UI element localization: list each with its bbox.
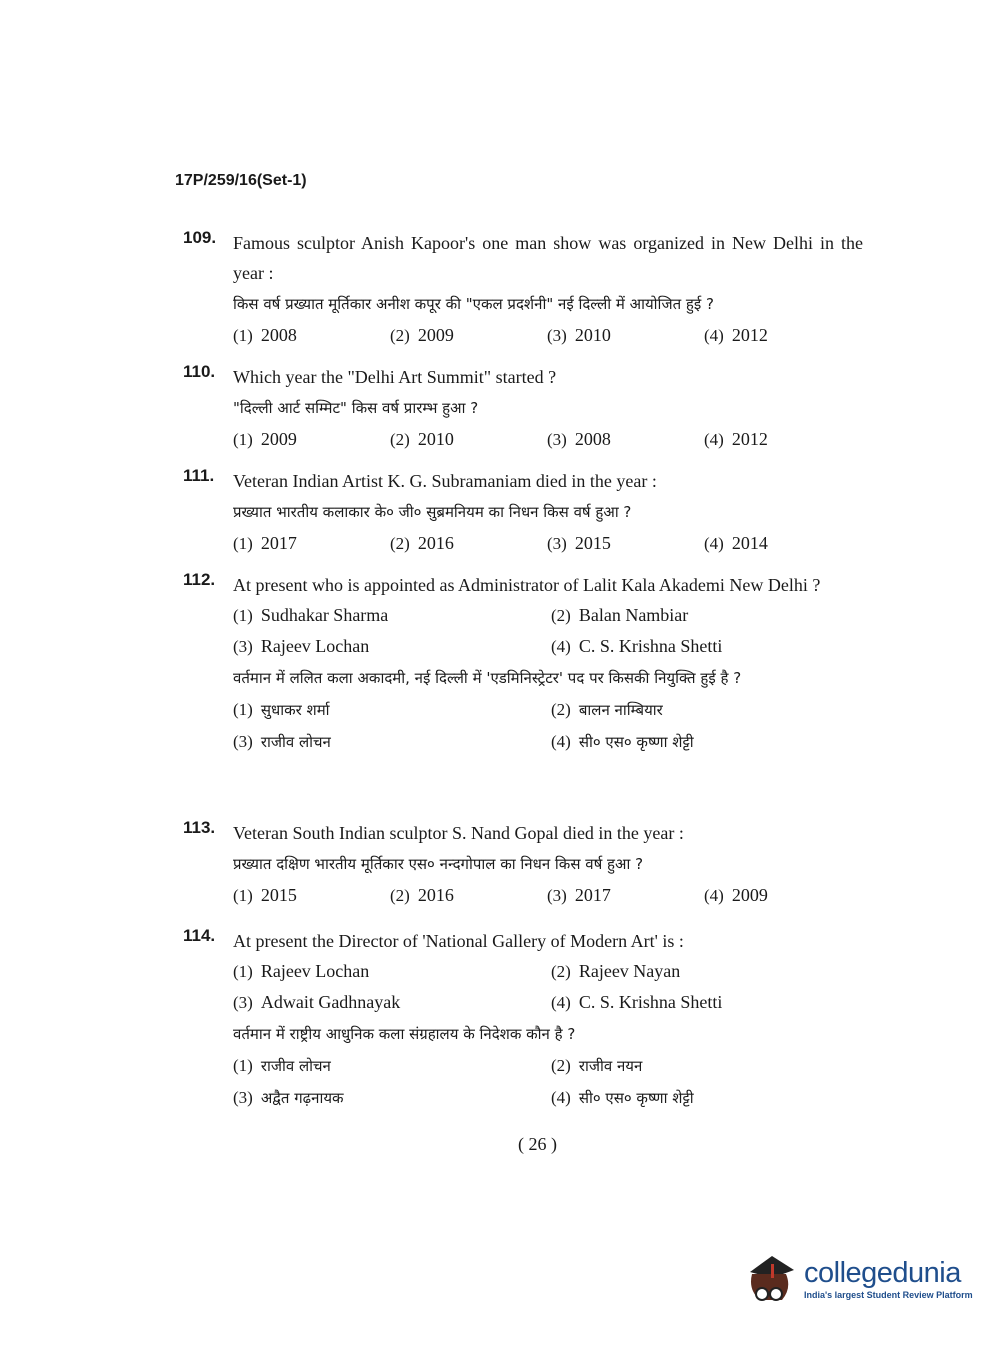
option-label: (2) [551,1056,571,1075]
question-body [233,926,863,1114]
option [233,956,551,987]
option-text: Adwait Gadhnayak [260,992,401,1012]
option-label: (1) [233,700,253,719]
question-text-english: At present the Director of 'National Gallery of Modern Art' is : [233,931,684,951]
question-text-hindi: वर्तमान में राष्ट्रीय आधुनिक कला संग्रहालय के निदेशक कौन है ? [233,1025,576,1043]
option-label: (3) [547,326,567,345]
option [551,726,869,758]
question-111 [183,466,863,559]
options-hindi [233,1050,863,1114]
question-number: 109. [183,228,217,247]
option [233,1082,551,1114]
option [551,987,869,1018]
option-text: राजीव नयन [578,1057,643,1075]
question-text-hindi: प्रख्यात भारतीय कलाकार के० जी० सुब्रमनियम का निधन किस वर्ष हुआ ? [233,503,632,521]
question-text-hindi: "दिल्ली आर्ट सम्मिट" किस वर्ष प्रारम्भ हुआ ? [233,399,479,417]
question-number: 114. [183,926,216,945]
option-label: (1) [233,1056,253,1075]
option [233,528,390,559]
option [233,694,551,726]
option-label: (2) [551,700,571,719]
option-text: राजीव लोचन [260,1057,331,1075]
option [547,528,704,559]
option-label: (2) [551,962,571,981]
option-text: 2017 [260,533,297,553]
option-label: (1) [233,886,253,905]
option-text: राजीव लोचन [260,733,331,751]
mascot-icon [742,1250,798,1306]
brand-name: collegedunia [804,1256,961,1289]
question-text-hindi: प्रख्यात दक्षिण भारतीय मूर्तिकार एस० नन्दगोपाल का निधन किस वर्ष हुआ ? [233,855,644,873]
paper-code: 17P/259/16(Set-1) [175,172,307,189]
question-body [233,466,863,559]
option [551,600,869,631]
question-text-english: Veteran South Indian sculptor S. Nand Gopal died in the year : [233,823,684,843]
option-text: 2009 [260,429,297,449]
option [704,880,861,911]
option [390,424,547,455]
option-text: 2012 [731,429,768,449]
option-text: सी० एस० कृष्णा शेट्टी [578,1089,694,1107]
option-text: 2014 [731,533,768,553]
question-text-english: Famous sculptor Anish Kapoor's one man show was organized in New Delhi in the year : [233,233,863,283]
option-text: Sudhakar Sharma [260,605,389,625]
option-text: 2010 [574,325,611,345]
option-text: Balan Nambiar [578,605,689,625]
question-112 [183,570,863,758]
option-text: सी० एस० कृष्णा शेट्टी [578,733,694,751]
option [551,694,869,726]
option-label: (3) [547,886,567,905]
option-label: (4) [551,732,571,751]
option-label: (3) [233,732,253,751]
question-number: 110. [183,362,216,381]
options-english [233,424,863,455]
option-label: (3) [233,993,253,1012]
option-text: Rajeev Lochan [260,636,370,656]
question-body [233,570,863,758]
option-label: (1) [233,962,253,981]
option [233,726,551,758]
option [704,424,861,455]
question-body [233,818,863,911]
option [233,424,390,455]
option-text: 2015 [574,533,611,553]
question-number: 111. [183,466,215,485]
option [704,320,861,351]
option-text: C. S. Krishna Shetti [578,636,723,656]
option [233,631,551,662]
option-text: 2009 [731,885,768,905]
options-english [233,528,863,559]
option-label: (4) [551,637,571,656]
options-english [233,320,863,351]
option-text: 2017 [574,885,611,905]
question-text-english: Which year the "Delhi Art Summit" started ? [233,367,557,387]
option-text: Rajeev Lochan [260,961,370,981]
option-label: (1) [233,430,253,449]
question-text-english: At present who is appointed as Administrator of Lalit Kala Akademi New Delhi ? [233,575,821,595]
option-label: (2) [551,606,571,625]
question-text-hindi: किस वर्ष प्रख्यात मूर्तिकार अनीश कपूर की "एकल प्रदर्शनी" नई दिल्ली में आयोजित हुई ? [233,295,714,313]
option-text: 2016 [417,885,454,905]
option-label: (4) [551,993,571,1012]
option [233,1050,551,1082]
option-label: (4) [704,326,724,345]
option-label: (2) [390,430,410,449]
option-label: (3) [547,534,567,553]
option [551,1082,869,1114]
option-label: (4) [704,430,724,449]
option-label: (4) [704,886,724,905]
option-label: (1) [233,326,253,345]
option-label: (1) [233,606,253,625]
options-english [233,600,863,662]
option [390,320,547,351]
question-body [233,362,863,455]
option-label: (1) [233,534,253,553]
option-label: (2) [390,534,410,553]
option-text: अद्वैत गढ़नायक [260,1089,344,1107]
option-label: (4) [704,534,724,553]
option-text: 2015 [260,885,297,905]
option-label: (3) [233,637,253,656]
options-english [233,956,863,1018]
option-text: 2008 [574,429,611,449]
question-113 [183,818,863,911]
option-text: 2009 [417,325,454,345]
option-label: (3) [233,1088,253,1107]
option-text: 2016 [417,533,454,553]
option [547,424,704,455]
option [551,631,869,662]
brand-tagline: India's largest Student Review Platform [804,1289,973,1300]
option [704,528,861,559]
page-number: ( 26 ) [518,1134,557,1154]
option [233,320,390,351]
question-110 [183,362,863,455]
question-114 [183,926,863,1114]
option-label: (3) [547,430,567,449]
option [390,880,547,911]
option-text: C. S. Krishna Shetti [578,992,723,1012]
option-text: सुधाकर शर्मा [260,701,330,719]
option [233,880,390,911]
question-text-english: Veteran Indian Artist K. G. Subramaniam died in the year : [233,471,657,491]
options-hindi [233,694,863,758]
option [551,956,869,987]
option [390,528,547,559]
option-text: 2010 [417,429,454,449]
question-body [233,228,863,351]
question-number: 112. [183,570,216,589]
option-label: (4) [551,1088,571,1107]
option-text: Rajeev Nayan [578,961,681,981]
option [547,320,704,351]
option-label: (2) [390,886,410,905]
option [551,1050,869,1082]
option-text: 2008 [260,325,297,345]
option [233,987,551,1018]
option [233,600,551,631]
option [547,880,704,911]
question-text-hindi: वर्तमान में ललित कला अकादमी, नई दिल्ली में 'एडमिनिस्ट्रेटर' पद पर किसकी नियुक्ति हुई है ? [233,669,742,687]
option-label: (2) [390,326,410,345]
collegedunia-logo [742,1250,973,1306]
options-english [233,880,863,911]
question-109 [183,228,863,351]
option-text: बालन नाम्बियार [578,701,663,719]
question-number: 113. [183,818,216,837]
option-text: 2012 [731,325,768,345]
